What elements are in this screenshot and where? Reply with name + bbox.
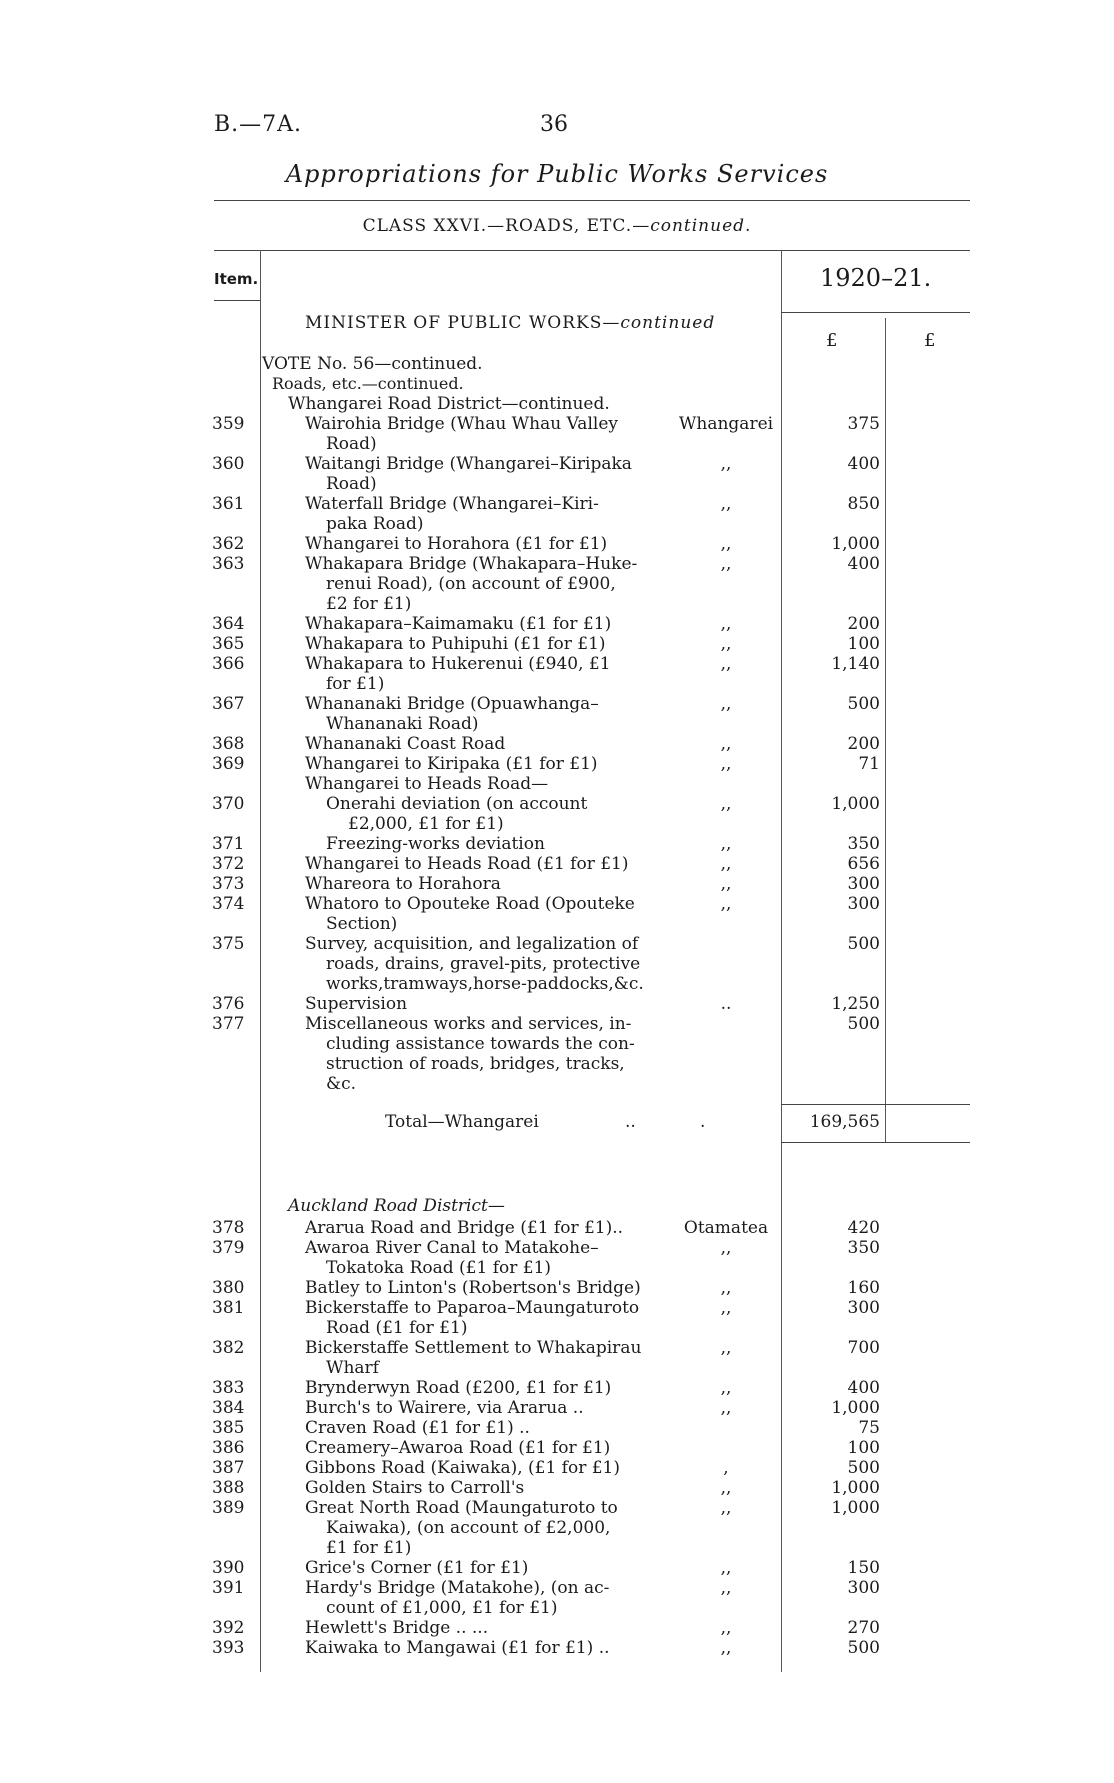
item-amount: 500: [847, 1014, 880, 1034]
minister-heading: [305, 313, 715, 333]
item-description: Bickerstaffe Settlement to Whakapirau: [305, 1338, 642, 1358]
item-amount: 270: [847, 1618, 880, 1638]
item-description: Ararua Road and Bridge (£1 for £1)..: [305, 1218, 624, 1238]
item-amount: 300: [847, 894, 880, 914]
item-description: Burch's to Wairere, via Ararua ..: [305, 1398, 584, 1418]
item-amount: 350: [847, 1238, 880, 1258]
item-amount: 1,000: [831, 1398, 880, 1418]
table-row: [0, 1558, 1114, 1578]
item-number: 361: [212, 494, 245, 514]
total-amount: 169,565: [809, 1112, 880, 1132]
item-description: Creamery–Awaroa Road (£1 for £1): [305, 1438, 611, 1458]
item-column-header: Item.: [214, 270, 259, 288]
item-number: 384: [212, 1398, 245, 1418]
pound-header-2: £: [924, 330, 936, 351]
item-amount: 420: [847, 1218, 880, 1238]
item-amount: 1,000: [831, 1478, 880, 1498]
item-amount: 71: [858, 754, 880, 774]
item-description: Whangarei to Horahora (£1 for £1): [305, 534, 608, 554]
table-row: [0, 874, 1114, 894]
item-number: 379: [212, 1238, 245, 1258]
item-number: 392: [212, 1618, 245, 1638]
item-locality: ,,: [720, 654, 732, 674]
item-amount: 160: [847, 1278, 880, 1298]
item-description: Section): [326, 914, 398, 934]
item-number: 362: [212, 534, 245, 554]
item-amount: 500: [847, 1638, 880, 1658]
item-locality: ,,: [720, 754, 732, 774]
item-amount: 150: [847, 1558, 880, 1578]
vote-heading: VOTE No. 56—continued.: [262, 354, 483, 374]
item-number: 391: [212, 1578, 245, 1598]
item-locality: ,,: [720, 1398, 732, 1418]
year-column-header: 1920–21.: [820, 264, 932, 292]
item-number: 378: [212, 1218, 245, 1238]
item-description: Onerahi deviation (on account: [326, 794, 588, 814]
table-row: [0, 534, 1114, 554]
total-top-rule: [781, 1104, 970, 1105]
item-amount: 500: [847, 1458, 880, 1478]
item-description: Wairohia Bridge (Whau Whau Valley: [305, 414, 618, 434]
report-reference: B.—7A.: [214, 112, 303, 137]
table-row: [0, 854, 1114, 874]
table-row: [0, 494, 1114, 534]
item-amount: 1,000: [831, 794, 880, 814]
item-description: roads, drains, gravel-pits, protective: [326, 954, 641, 974]
item-number: 366: [212, 654, 245, 674]
item-locality: ,,: [720, 894, 732, 914]
year-head-rule: [781, 312, 970, 313]
item-amount: 500: [847, 694, 880, 714]
page-title: Appropriations for Public Works Services: [285, 160, 829, 188]
auckland-district-heading: Auckland Road District—: [288, 1196, 505, 1216]
item-amount: 400: [847, 454, 880, 474]
item-amount: 400: [847, 554, 880, 574]
table-row: [0, 1218, 1114, 1238]
item-amount: 1,140: [831, 654, 880, 674]
item-locality: ,,: [720, 1498, 732, 1518]
item-locality: ,,: [720, 494, 732, 514]
table-row: [0, 754, 1114, 774]
item-amount: 300: [847, 1298, 880, 1318]
table-row: [0, 1278, 1114, 1298]
item-description: Supervision: [305, 994, 408, 1014]
whangarei-district-heading: Whangarei Road District—continued.: [288, 394, 610, 414]
table-row: [0, 554, 1114, 614]
item-description: Kaiwaka), (on account of £2,000,: [326, 1518, 611, 1538]
item-description: Whakapara to Hukerenui (£940, £1: [305, 654, 611, 674]
item-number: 389: [212, 1498, 245, 1518]
item-amount: 1,000: [831, 1498, 880, 1518]
page-number: 36: [540, 112, 568, 137]
class-heading-text: CLASS XXVI.—ROADS, ETC.—: [362, 216, 651, 236]
item-amount: 350: [847, 834, 880, 854]
item-amount: 300: [847, 874, 880, 894]
item-number: 390: [212, 1558, 245, 1578]
item-locality: ,,: [720, 1478, 732, 1498]
item-description: £1 for £1): [326, 1538, 412, 1558]
item-locality: ,,: [720, 554, 732, 574]
minister-heading-text: MINISTER OF PUBLIC WORKS—: [305, 313, 621, 333]
item-number: 363: [212, 554, 245, 574]
item-amount: 656: [847, 854, 880, 874]
item-description: Whangarei to Kiripaka (£1 for £1): [305, 754, 598, 774]
item-description: struction of roads, bridges, tracks,: [326, 1054, 625, 1074]
item-number: 377: [212, 1014, 245, 1034]
item-description: count of £1,000, £1 for £1): [326, 1598, 558, 1618]
item-locality: ,,: [720, 1618, 732, 1638]
item-description: £2,000, £1 for £1): [348, 814, 504, 834]
table-row: [0, 1378, 1114, 1398]
item-number: 381: [212, 1298, 245, 1318]
item-description: &c.: [326, 1074, 357, 1094]
item-description: Hardy's Bridge (Matakohe), (on ac-: [305, 1578, 610, 1598]
item-amount: 700: [847, 1338, 880, 1358]
item-number: 371: [212, 834, 245, 854]
table-top-rule: [214, 250, 970, 251]
table-row: [0, 614, 1114, 634]
table-row: [0, 634, 1114, 654]
total-leader: ..: [625, 1112, 636, 1132]
item-locality: Otamatea: [683, 1218, 769, 1238]
table-row: [0, 1298, 1114, 1338]
item-description: Kaiwaka to Mangawai (£1 for £1) ..: [305, 1638, 610, 1658]
item-description: Waterfall Bridge (Whangarei–Kiri-: [305, 494, 599, 514]
table-row: [0, 994, 1114, 1014]
item-description: Waitangi Bridge (Whangarei–Kiripaka: [305, 454, 632, 474]
item-description: £2 for £1): [326, 594, 412, 614]
item-locality: ..: [720, 994, 732, 1014]
minister-heading-suffix: continued: [620, 313, 716, 333]
item-number: 368: [212, 734, 245, 754]
table-row: [0, 794, 1114, 834]
total-label: Total—Whangarei: [385, 1112, 539, 1132]
item-description: Survey, acquisition, and legalization of: [305, 934, 639, 954]
item-description: Miscellaneous works and services, in-: [305, 1014, 632, 1034]
item-locality: ,,: [720, 1378, 732, 1398]
item-locality: ,,: [720, 1338, 732, 1358]
item-locality: ,: [723, 1458, 729, 1478]
class-heading-suffix: continued.: [650, 216, 752, 236]
item-description: Gibbons Road (Kaiwaka), (£1 for £1): [305, 1458, 621, 1478]
table-row: [0, 894, 1114, 934]
title-rule: [214, 200, 970, 201]
item-description: Whareora to Horahora: [305, 874, 501, 894]
table-row: [0, 1238, 1114, 1278]
table-row: [0, 834, 1114, 854]
item-number: 364: [212, 614, 245, 634]
table-row: [0, 1338, 1114, 1378]
item-description: Great North Road (Maungaturoto to: [305, 1498, 618, 1518]
item-description: paka Road): [326, 514, 424, 534]
item-description: works,tramways,horse-paddocks,&c.: [326, 974, 644, 994]
item-description: Whananaki Coast Road: [305, 734, 506, 754]
item-amount: 1,250: [831, 994, 880, 1014]
item-locality: ,,: [720, 874, 732, 894]
item-description: Tokatoka Road (£1 for £1): [326, 1258, 552, 1278]
item-number: 393: [212, 1638, 245, 1658]
item-description: Road): [326, 434, 377, 454]
table-row: [0, 1418, 1114, 1438]
item-number: 385: [212, 1418, 245, 1438]
item-amount: 375: [847, 414, 880, 434]
item-locality: ,,: [720, 534, 732, 554]
item-locality: ,,: [720, 834, 732, 854]
table-row: [0, 1638, 1114, 1658]
item-amount: 400: [847, 1378, 880, 1398]
item-number: 372: [212, 854, 245, 874]
item-amount: 100: [847, 1438, 880, 1458]
item-number: 387: [212, 1458, 245, 1478]
item-description: Whakapara Bridge (Whakapara–Huke-: [305, 554, 638, 574]
item-description: cluding assistance towards the con-: [326, 1034, 635, 1054]
item-locality: ,,: [720, 1558, 732, 1578]
item-description: Bickerstaffe to Paparoa–Maungaturoto: [305, 1298, 640, 1318]
item-locality: ,,: [720, 1278, 732, 1298]
roads-heading: Roads, etc.—continued.: [272, 374, 464, 393]
class-heading: [0, 216, 1114, 236]
item-amount: 850: [847, 494, 880, 514]
item-description: Whananaki Bridge (Opuawhanga–: [305, 694, 599, 714]
item-description: Craven Road (£1 for £1) ..: [305, 1418, 530, 1438]
item-locality: ,,: [720, 614, 732, 634]
item-locality: ,,: [720, 1238, 732, 1258]
item-description: Road (£1 for £1): [326, 1318, 468, 1338]
item-number: 374: [212, 894, 245, 914]
item-number: 365: [212, 634, 245, 654]
item-description: Whangarei to Heads Road (£1 for £1): [305, 854, 629, 874]
item-number: 373: [212, 874, 245, 894]
item-locality: ,,: [720, 854, 732, 874]
item-description: Whatoro to Opouteke Road (Opouteke: [305, 894, 635, 914]
item-locality: ,,: [720, 1638, 732, 1658]
item-description: Brynderwyn Road (£200, £1 for £1): [305, 1378, 612, 1398]
item-description: renui Road), (on account of £900,: [326, 574, 616, 594]
table-row: [0, 734, 1114, 754]
total-leader-2: .: [700, 1112, 706, 1132]
item-number: 382: [212, 1338, 245, 1358]
item-description: Freezing-works deviation: [326, 834, 545, 854]
table-row: [0, 1498, 1114, 1558]
table-row: [0, 934, 1114, 994]
table-row: [0, 1578, 1114, 1618]
item-description: Golden Stairs to Carroll's: [305, 1478, 525, 1498]
item-amount: 75: [858, 1418, 880, 1438]
item-number: 375: [212, 934, 245, 954]
item-description: Awaroa River Canal to Matakohe–: [305, 1238, 599, 1258]
item-locality: ,,: [720, 794, 732, 814]
item-amount: 1,000: [831, 534, 880, 554]
item-number: 360: [212, 454, 245, 474]
item-description: Grice's Corner (£1 for £1): [305, 1558, 529, 1578]
table-row: [0, 774, 1114, 794]
table-row: [0, 454, 1114, 494]
table-row: [0, 1458, 1114, 1478]
item-number: 386: [212, 1438, 245, 1458]
item-number: 369: [212, 754, 245, 774]
table-row: [0, 654, 1114, 694]
table-row: [0, 1014, 1114, 1094]
item-number: 359: [212, 414, 245, 434]
item-description: Hewlett's Bridge .. ...: [305, 1618, 489, 1638]
table-row: [0, 694, 1114, 734]
pound-header-1: £: [826, 330, 838, 351]
item-head-rule: [214, 300, 260, 301]
item-description: Road): [326, 474, 377, 494]
table-row: [0, 1618, 1114, 1638]
total-bottom-rule: [781, 1142, 970, 1143]
item-amount: 300: [847, 1578, 880, 1598]
item-amount: 500: [847, 934, 880, 954]
item-description: Whangarei to Heads Road—: [305, 774, 549, 794]
item-locality: ,,: [720, 694, 732, 714]
table-row: [0, 1478, 1114, 1498]
item-number: 383: [212, 1378, 245, 1398]
item-number: 370: [212, 794, 245, 814]
item-number: 388: [212, 1478, 245, 1498]
item-amount: 200: [847, 614, 880, 634]
item-description: for £1): [326, 674, 385, 694]
item-description: Whakapara–Kaimamaku (£1 for £1): [305, 614, 612, 634]
item-locality: ,,: [720, 1578, 732, 1598]
table-row: [0, 1398, 1114, 1418]
item-locality: ,,: [720, 454, 732, 474]
item-locality: ,,: [720, 1298, 732, 1318]
item-number: 367: [212, 694, 245, 714]
item-locality: ,,: [720, 734, 732, 754]
item-description: Batley to Linton's (Robertson's Bridge): [305, 1278, 641, 1298]
item-number: 376: [212, 994, 245, 1014]
item-description: Whananaki Road): [326, 714, 479, 734]
table-row: [0, 1438, 1114, 1458]
item-amount: 200: [847, 734, 880, 754]
table-row: [0, 414, 1114, 454]
item-amount: 100: [847, 634, 880, 654]
item-locality: Whangarei: [678, 414, 774, 434]
item-locality: ,,: [720, 634, 732, 654]
item-number: 380: [212, 1278, 245, 1298]
item-description: Whakapara to Puhipuhi (£1 for £1): [305, 634, 606, 654]
item-description: Wharf: [326, 1358, 379, 1378]
